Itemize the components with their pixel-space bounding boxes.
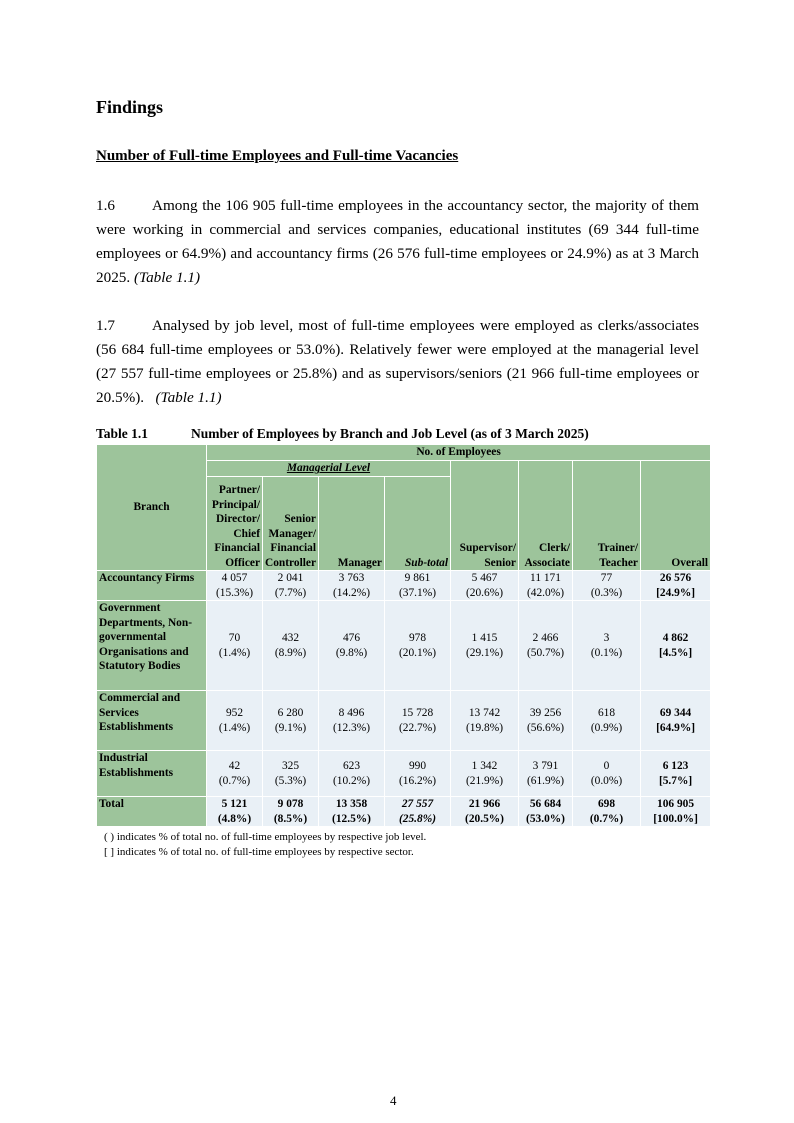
table-cell: 952 (1.4%)	[207, 691, 263, 751]
paragraph-1-7	[96, 314, 699, 410]
table-cell: 9 078 (8.5%)	[263, 797, 319, 827]
table-cell: 618 (0.9%)	[573, 691, 641, 751]
total-row	[97, 797, 711, 827]
table-cell: 27 557 (25.8%)	[385, 797, 451, 827]
table-cell: 6 123 [5.7%]	[641, 751, 711, 797]
table-cell: 698 (0.7%)	[573, 797, 641, 827]
table-row	[97, 751, 711, 797]
table-caption	[96, 426, 589, 442]
paragraph-1-6	[96, 194, 699, 290]
table-cell: 21 966 (20.5%)	[451, 797, 519, 827]
table-cell: 77 (0.3%)	[573, 571, 641, 601]
header-trainer: Trainer/ Teacher	[573, 461, 641, 571]
table-cell: 26 576 [24.9%]	[641, 571, 711, 601]
paragraph-text: Analysed by job level, most of full-time employees were employed as clerks/associates (56 684 full-time employees or 53.0%). Relatively fewer were employed at the managerial level (27 557 full-time employees or 25.8%) and as supervisors/seniors (21 966 full-time employees or 20.5%).	[96, 317, 699, 406]
table-cell: 6 280 (9.1%)	[263, 691, 319, 751]
table-cell: 5 121 (4.8%)	[207, 797, 263, 827]
table-cell: 1 415 (29.1%)	[451, 601, 519, 691]
header-overall: Overall	[641, 461, 711, 571]
table-cell: 3 763 (14.2%)	[319, 571, 385, 601]
table-cell: 56 684 (53.0%)	[519, 797, 573, 827]
table-label: Table 1.1	[96, 426, 149, 441]
header-partner: Partner/ Principal/ Director/ Chief Financial Officer	[207, 477, 263, 571]
table-cell: 5 467 (20.6%)	[451, 571, 519, 601]
branch-label: Commercial and Services Establishments	[97, 691, 207, 751]
paragraph-text: Among the 106 905 full-time employees in the accountancy sector, the majority of them were working in commercial and services companies, educational institutes (69 344 full-time employees or 64.9%) and accountancy firms (26 576 full-time employees or 24.9%) as at 3 March 2025.	[96, 197, 699, 286]
paragraph-number: 1.7	[96, 317, 115, 334]
branch-label: Industrial Establishments	[97, 751, 207, 797]
table-cell: 990 (16.2%)	[385, 751, 451, 797]
table-cell: 623 (10.2%)	[319, 751, 385, 797]
page-number: 4	[390, 1093, 397, 1108]
table-cell: 42 (0.7%)	[207, 751, 263, 797]
header-no-of-employees: No. of Employees	[207, 445, 711, 461]
table-cell: 1 342 (21.9%)	[451, 751, 519, 797]
table-cell: 978 (20.1%)	[385, 601, 451, 691]
table-reference: (Table 1.1)	[133, 269, 201, 286]
section-heading: Findings	[96, 97, 164, 117]
table-cell: 2 466 (50.7%)	[519, 601, 573, 691]
table-cell: 9 861 (37.1%)	[385, 571, 451, 601]
table-cell: 8 496 (12.3%)	[319, 691, 385, 751]
table-cell: 15 728 (22.7%)	[385, 691, 451, 751]
table-title: Number of Employees by Branch and Job Level (as of 3 March 2025)	[191, 426, 589, 441]
table-cell: 3 (0.1%)	[573, 601, 641, 691]
table-cell: 3 791 (61.9%)	[519, 751, 573, 797]
table-cell: 476 (9.8%)	[319, 601, 385, 691]
branch-label: Government Departments, Non-governmental Organisations and Statutory Bodies	[97, 601, 207, 691]
header-clerk: Clerk/ Associate	[519, 461, 573, 571]
table-cell: 325 (5.3%)	[263, 751, 319, 797]
subsection-heading: Number of Full-time Employees and Full-time Vacancies	[96, 148, 459, 164]
header-manager: Manager	[319, 477, 385, 571]
header-subtotal: Sub-total	[385, 477, 451, 571]
table-cell: 4 057 (15.3%)	[207, 571, 263, 601]
table-note-job-level: ( ) indicates % of total no. of full-time employees by respective job level.	[104, 831, 427, 843]
table-cell: 69 344 [64.9%]	[641, 691, 711, 751]
table-cell: 4 862 [4.5%]	[641, 601, 711, 691]
table-row	[97, 571, 711, 601]
table-cell: 39 256 (56.6%)	[519, 691, 573, 751]
header-supervisor: Supervisor/ Senior	[451, 461, 519, 571]
branch-label: Accountancy Firms	[97, 571, 207, 601]
table-reference: (Table 1.1)	[155, 389, 222, 406]
table-cell: 106 905 [100.0%]	[641, 797, 711, 827]
header-managerial-level: Managerial Level	[207, 461, 451, 477]
branch-label: Total	[97, 797, 207, 827]
header-senior-manager: Senior Manager/ Financial Controller	[263, 477, 319, 571]
table-cell: 2 041 (7.7%)	[263, 571, 319, 601]
table-cell: 11 171 (42.0%)	[519, 571, 573, 601]
header-branch: Branch	[97, 445, 207, 571]
table-row	[97, 601, 711, 691]
table-row	[97, 691, 711, 751]
table-cell: 70 (1.4%)	[207, 601, 263, 691]
employees-table	[96, 444, 711, 827]
table-cell: 13 358 (12.5%)	[319, 797, 385, 827]
paragraph-number: 1.6	[96, 197, 115, 214]
table-note-sector: [ ] indicates % of total no. of full-time employees by respective sector.	[104, 846, 414, 858]
table-cell: 13 742 (19.8%)	[451, 691, 519, 751]
table-cell: 0 (0.0%)	[573, 751, 641, 797]
table-cell: 432 (8.9%)	[263, 601, 319, 691]
